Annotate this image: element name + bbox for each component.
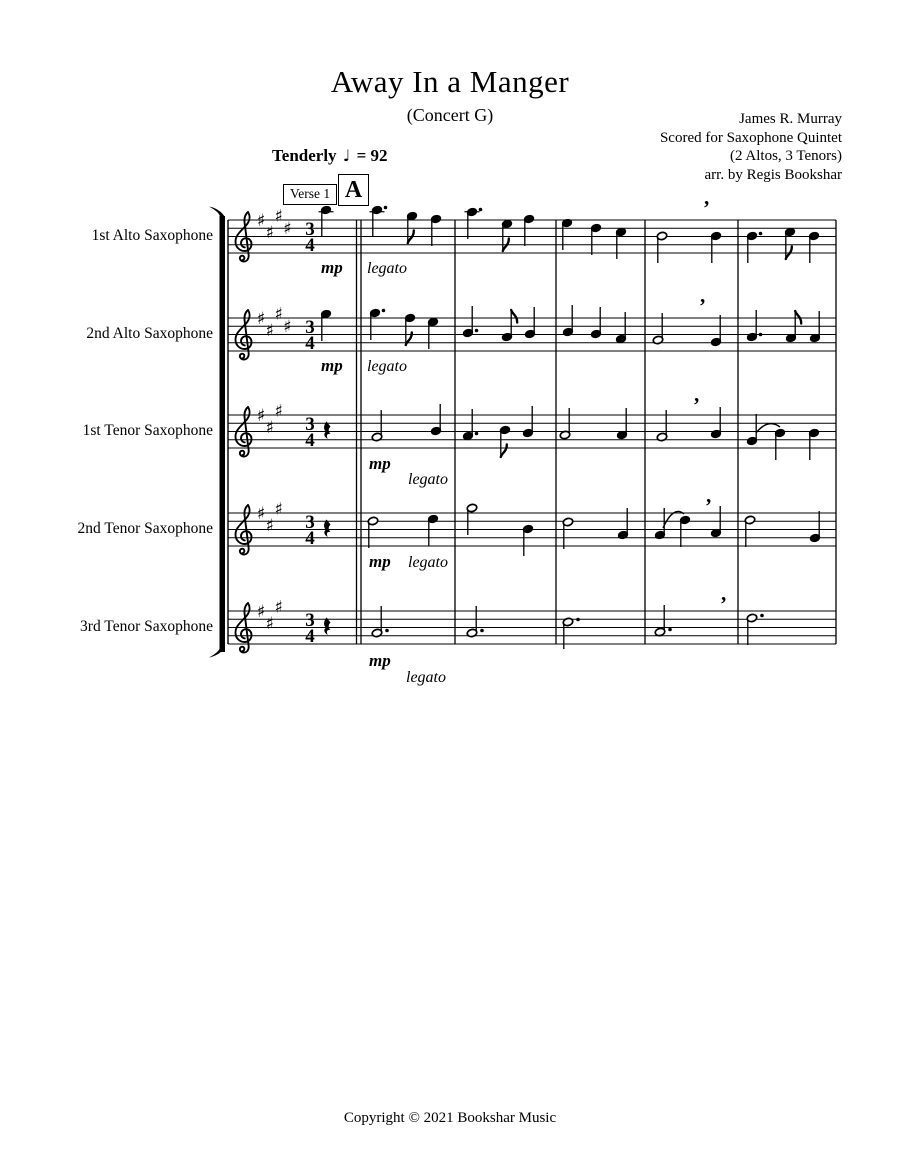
- augmentation-dot: [385, 629, 389, 633]
- dynamic-mp: mp: [369, 552, 391, 571]
- note: [615, 312, 626, 344]
- augmentation-dot: [576, 618, 580, 622]
- note: [466, 503, 477, 535]
- instrumentation-credit: (2 Altos, 3 Tenors): [729, 148, 842, 164]
- note: [746, 613, 763, 645]
- time-signature-denominator: 4: [305, 430, 315, 452]
- staff-label-1st-tenor: 1st Tenor Saxophone: [82, 422, 213, 439]
- note: [499, 425, 510, 457]
- note: [562, 305, 573, 337]
- note: [465, 207, 483, 239]
- note: [616, 408, 627, 440]
- sharp-icon: ♯: [274, 597, 283, 618]
- note: [427, 514, 438, 546]
- note: [462, 409, 478, 441]
- note: [746, 414, 757, 446]
- staff-label-3rd-tenor: 3rd Tenor Saxophone: [80, 618, 213, 635]
- note: [809, 311, 820, 343]
- note: [784, 227, 795, 259]
- note: [654, 605, 671, 637]
- staff-group-3: [228, 393, 836, 488]
- legato-text: legato: [367, 358, 407, 375]
- note: [656, 231, 667, 263]
- time-signature-numerator: 3: [305, 413, 315, 435]
- system-bracket-icon: [209, 207, 225, 658]
- augmentation-dot: [668, 628, 672, 632]
- eighth-flag-icon: [501, 445, 507, 458]
- legato-text: legato: [367, 260, 407, 277]
- augmentation-dot: [475, 329, 479, 333]
- note: [367, 516, 378, 548]
- sharp-icon: ♯: [256, 503, 266, 524]
- staff-label-1st-alto: 1st Alto Saxophone: [91, 227, 213, 244]
- verse-label: Verse 1: [283, 184, 337, 205]
- page-subtitle: (Concert G): [406, 105, 494, 125]
- note: [406, 211, 417, 243]
- tempo-word: Tenderly: [272, 146, 337, 165]
- sharp-icon: ♯: [265, 614, 274, 635]
- note: [679, 515, 690, 547]
- staff-group-5: [228, 592, 836, 686]
- time-signature-numerator: 3: [305, 511, 315, 533]
- composer-credit: James R. Murray: [739, 111, 842, 127]
- note: [774, 428, 785, 460]
- time-signature-numerator: 3: [305, 609, 315, 631]
- note: [501, 219, 512, 251]
- legato-text: legato: [408, 471, 448, 488]
- note: [524, 307, 535, 339]
- breath-mark-icon: ’: [705, 494, 712, 518]
- sharp-icon: ♯: [274, 206, 283, 227]
- sharp-icon: ♯: [265, 321, 274, 342]
- note: [559, 408, 570, 440]
- breath-mark-icon: ’: [699, 294, 706, 318]
- sharp-icon: ♯: [265, 223, 274, 244]
- copyright-line: Copyright © 2021 Bookshar Music: [343, 1110, 557, 1126]
- note: [522, 406, 533, 438]
- dynamic-mp: mp: [369, 454, 391, 473]
- note: [562, 517, 573, 549]
- time-signature-numerator: 3: [305, 316, 315, 338]
- eighth-flag-icon: [511, 310, 517, 323]
- staff-label-2nd-alto: 2nd Alto Saxophone: [86, 325, 213, 342]
- augmentation-dot: [475, 432, 479, 436]
- note: [369, 308, 385, 340]
- note: [462, 306, 478, 338]
- legato-text: legato: [406, 669, 446, 686]
- note: [590, 223, 601, 255]
- sharp-icon: ♯: [265, 418, 274, 439]
- breath-mark-icon: ’: [720, 592, 727, 616]
- time-signature-denominator: 4: [305, 235, 315, 257]
- note: [710, 231, 721, 263]
- note: [590, 307, 601, 339]
- augmentation-dot: [479, 208, 483, 212]
- note: [319, 205, 334, 237]
- staff-group-2: [228, 294, 836, 375]
- note: [785, 311, 801, 343]
- sharp-icon: ♯: [256, 210, 266, 231]
- rehearsal-mark: A: [338, 174, 369, 206]
- time-signature-denominator: 4: [305, 626, 315, 648]
- quarter-note-icon: ♩: [342, 146, 351, 165]
- note: [561, 218, 572, 250]
- augmentation-dot: [759, 333, 763, 337]
- sharp-icon: ♯: [283, 219, 292, 240]
- augmentation-dot: [759, 232, 763, 236]
- dynamic-mp: mp: [321, 356, 343, 375]
- note: [615, 227, 626, 259]
- breath-mark-icon: ’: [703, 196, 710, 220]
- time-signature-denominator: 4: [305, 333, 315, 355]
- note: [430, 214, 441, 246]
- sharp-icon: ♯: [256, 405, 266, 426]
- scoring-credit: Scored for Saxophone Quintet: [659, 129, 842, 146]
- sharp-icon: ♯: [283, 317, 292, 338]
- note: [370, 205, 388, 237]
- staff-group-4: [228, 494, 836, 571]
- note: [809, 511, 820, 543]
- quarter-rest-icon: [324, 422, 331, 439]
- augmentation-dot: [480, 629, 484, 633]
- dynamic-mp: mp: [369, 651, 391, 670]
- quarter-rest-icon: [324, 618, 331, 635]
- tempo-value: = 92: [356, 146, 388, 165]
- staff-label-2nd-tenor: 2nd Tenor Saxophone: [77, 520, 213, 537]
- augmentation-dot: [384, 206, 388, 210]
- time-signature-denominator: 4: [305, 528, 315, 550]
- eighth-flag-icon: [795, 311, 801, 324]
- page-title: Away In a Manger: [330, 64, 570, 99]
- augmentation-dot: [382, 309, 386, 313]
- note: [744, 515, 755, 547]
- dynamic-mp: mp: [321, 258, 343, 277]
- note: [710, 315, 721, 347]
- time-signature-numerator: 3: [305, 218, 315, 240]
- sharp-icon: ♯: [274, 304, 283, 325]
- staff-group-1: [228, 196, 836, 277]
- note: [522, 524, 533, 556]
- note: [404, 313, 415, 345]
- note: [808, 428, 819, 460]
- note: [523, 214, 534, 246]
- augmentation-dot: [760, 614, 764, 618]
- quarter-rest-icon: [324, 520, 331, 537]
- sharp-icon: ♯: [274, 401, 283, 422]
- arranger-credit: arr. by Regis Bookshar: [704, 166, 842, 183]
- sharp-icon: ♯: [265, 516, 274, 537]
- note: [710, 506, 721, 538]
- note: [808, 231, 819, 263]
- sharp-icon: ♯: [256, 601, 266, 622]
- legato-text: legato: [408, 554, 448, 571]
- breath-mark-icon: ’: [693, 393, 700, 417]
- note: [430, 404, 441, 436]
- note: [320, 309, 331, 341]
- sharp-icon: ♯: [256, 308, 266, 329]
- note: [427, 317, 438, 349]
- sharp-icon: ♯: [274, 499, 283, 520]
